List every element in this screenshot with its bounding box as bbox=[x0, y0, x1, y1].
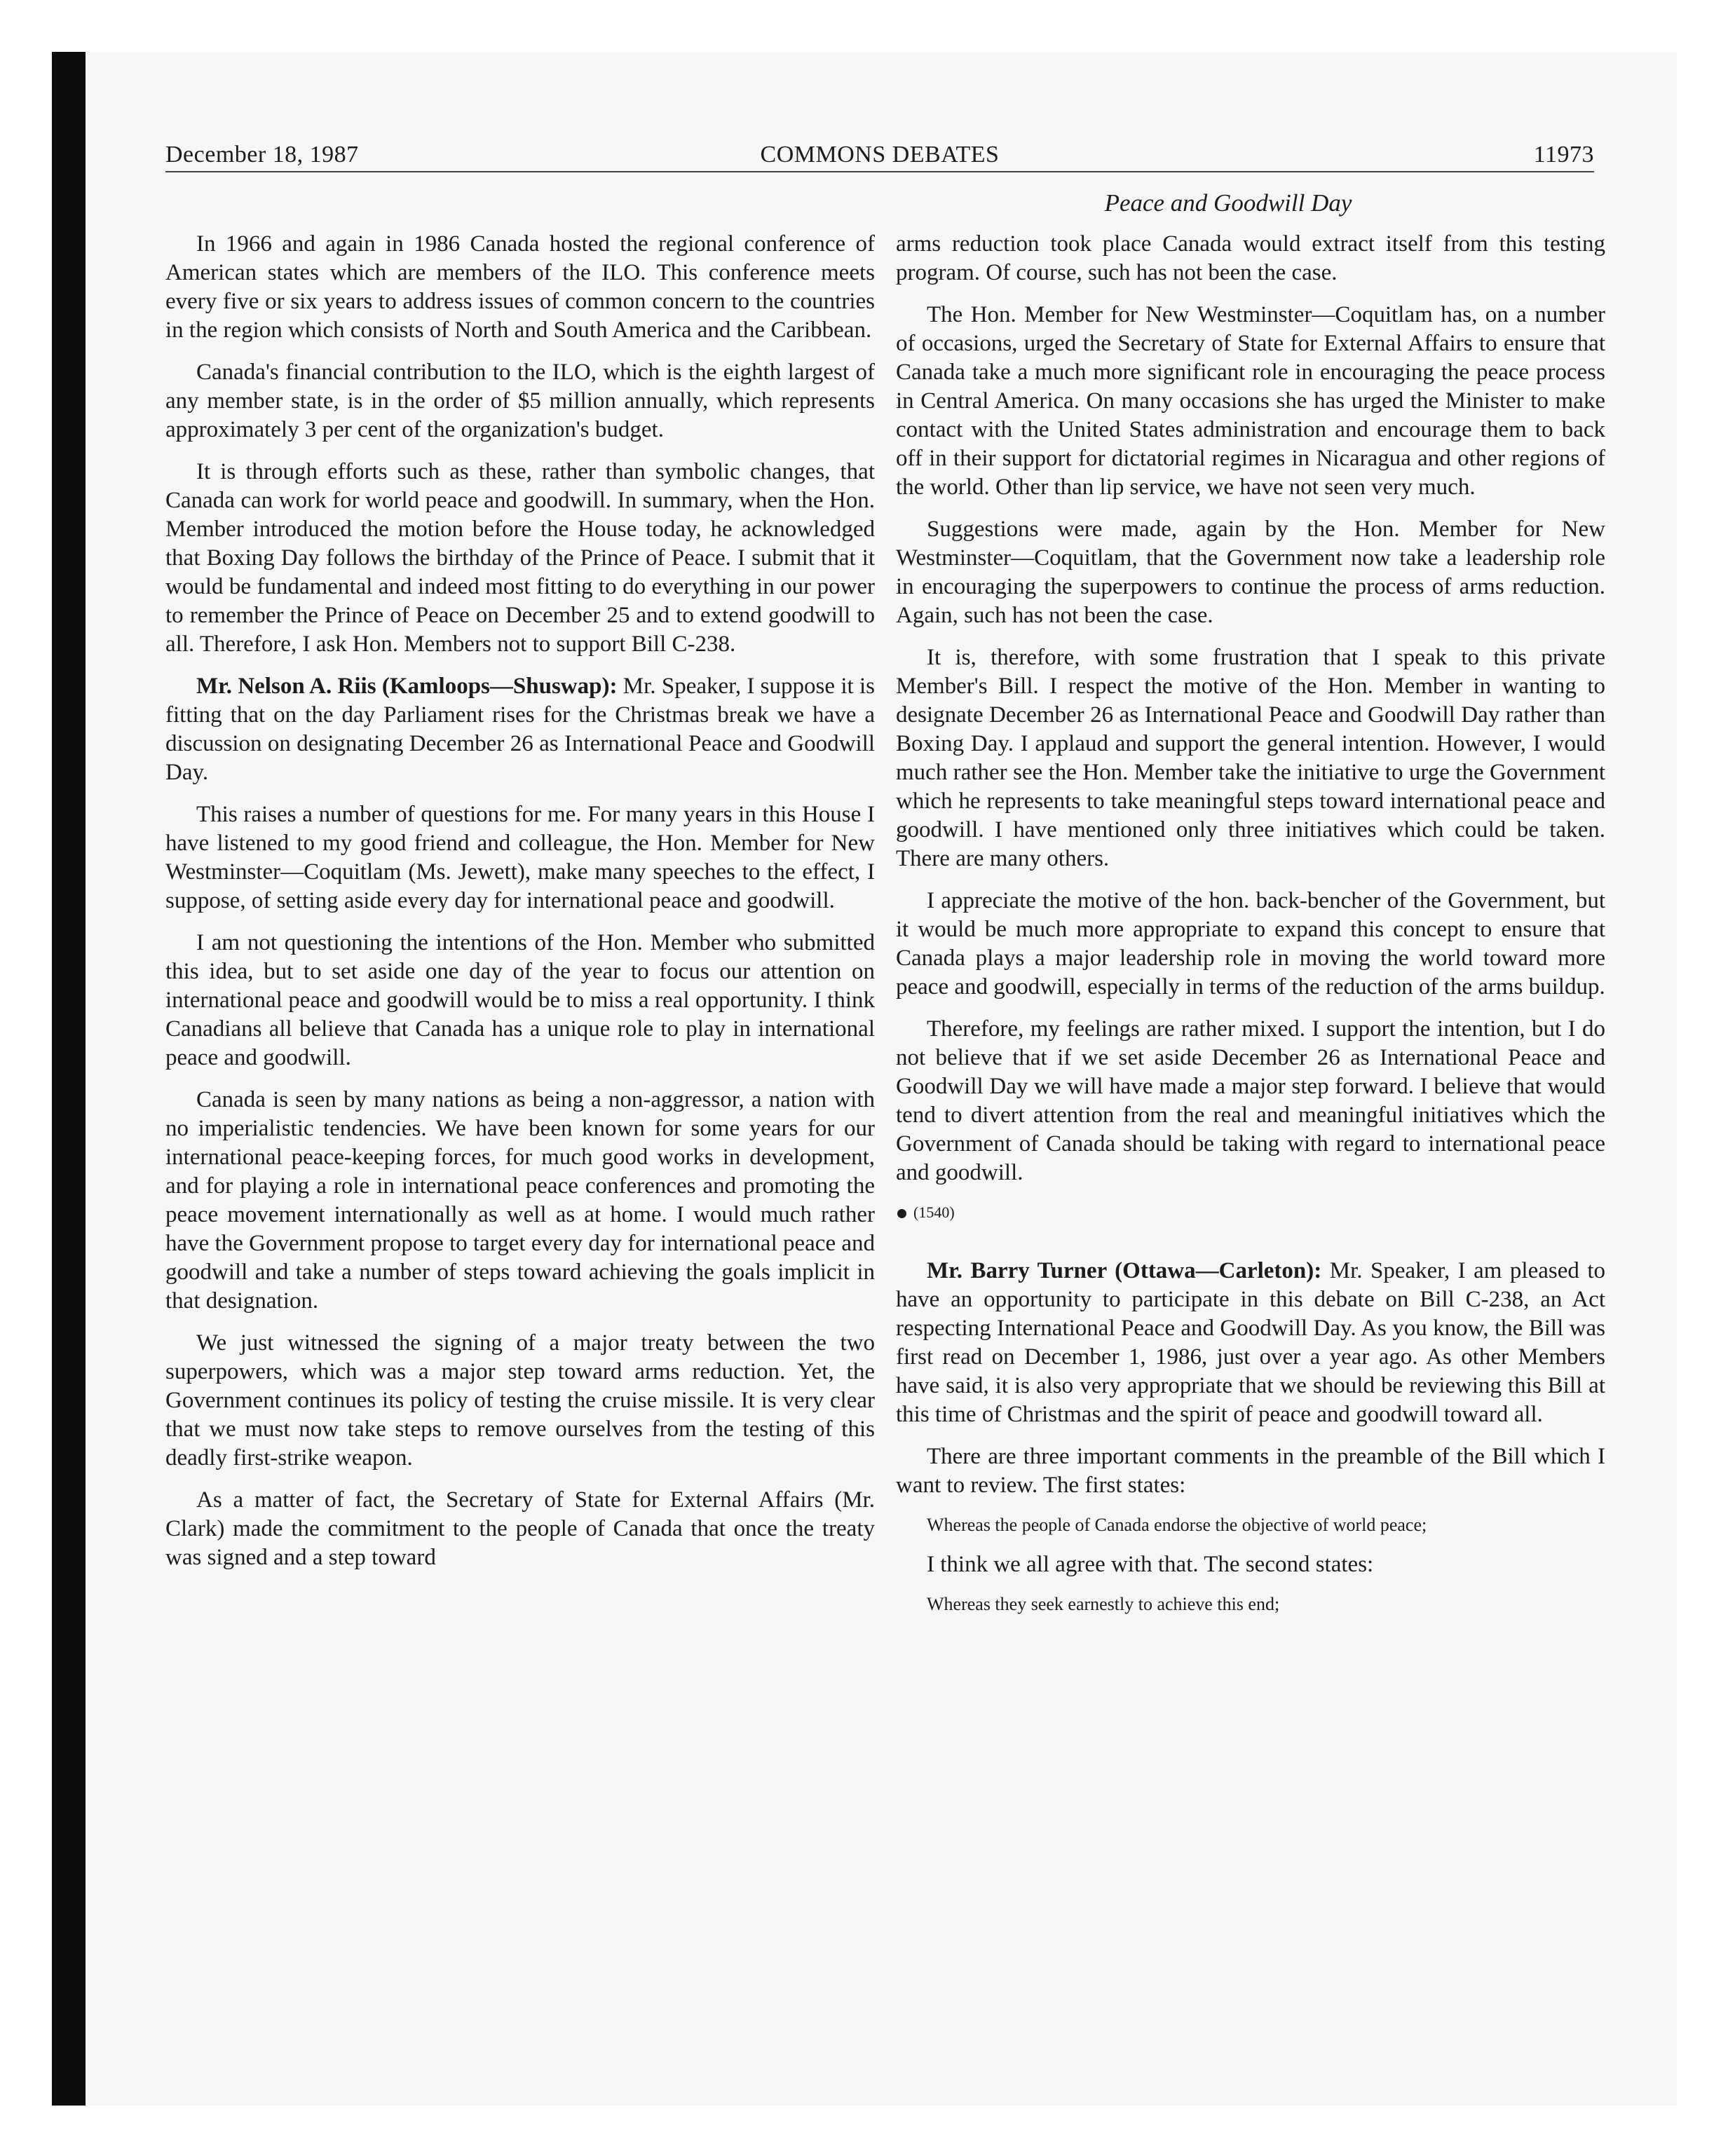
bill-quote: Whereas the people of Canada endorse the objective of world peace; bbox=[927, 1515, 1427, 1535]
right-column bbox=[896, 230, 1605, 1630]
header-page-number: 11973 bbox=[1533, 142, 1594, 168]
bill-quote: Whereas they seek earnestly to achieve this end; bbox=[927, 1594, 1280, 1614]
paragraph: Canada is seen by many nations as being a non-aggressor, a nation with no imperialistic tendencies. We have been known for some years for our international peace-keeping forces, for much good works in development, and for playing a role in international peace conferences and promoting the peace movement internationally as well as at home. I would much rather have the Government propose to target every day for international peace and goodwill and take a number of steps toward achieving the goals implicit in that designation. bbox=[165, 1087, 875, 1314]
scan-edge-bar bbox=[52, 52, 86, 2106]
paragraph: There are three important comments in the preamble of the Bill which I want to review. The first states: bbox=[896, 1444, 1605, 1498]
header-date: December 18, 1987 bbox=[165, 142, 359, 168]
paragraph: This raises a number of questions for me. For many years in this House I have listened to my good friend and colleague, the Hon. Member for New Westminster—Coquitlam (Ms. Jewett), make many speeches to the effect, I suppose, of setting aside every day for international peace and goodwill. bbox=[165, 802, 875, 913]
speaker-paragraph bbox=[896, 1257, 1605, 1429]
header-rule bbox=[165, 171, 1594, 172]
speech-text: Mr. Speaker, I am pleased to have an opportunity to participate in this debate on Bill C-238, an Act respecting International Peace and Goodwill Day. As you know, the Bill was first read on December 1, 1986, just over a year ago. As other Members have said, it is also very appropriate that we should be reviewing this Bill at this time of Christmas and the spirit of peace and goodwill toward all. bbox=[896, 1258, 1606, 1427]
paragraph: We just witnessed the signing of a major treaty between the two superpowers, which was a major step toward arms reduction. Yet, the Government continues its policy of testing the cruise missile. It is very clear that we must now take steps to remove ourselves from the testing of this deadly first-strike weapon. bbox=[165, 1330, 875, 1471]
paragraph: Canada's financial contribution to the ILO, which is the eighth largest of any member state, is in the order of $5 million annually, which represents approximately 3 per cent of the organization's budget. bbox=[165, 360, 875, 442]
paragraph: It is, therefore, with some frustration that I speak to this private Member's Bill. I respect the motive of the Hon. Member in wanting to designate December 26 as International Peace and Goodwill Day rather than Boxing Day. I applaud and support the general intention. However, I would much rather see the Hon. Member take the initiative to urge the Government which he represents to take meaningful steps toward international peace and goodwill. I have mentioned only three initiatives which could be taken. There are many others. bbox=[896, 645, 1605, 871]
speaker-name: Mr. Nelson A. Riis (Kamloops—Shuswap): bbox=[196, 674, 618, 699]
paragraph: I appreciate the motive of the hon. back-bencher of the Government, but it would be much more appropriate to expand this concept to ensure that Canada plays a major leadership role in moving the world toward more peace and goodwill, especially in terms of the reduction of the arms buildup. bbox=[896, 888, 1605, 999]
paragraph: Suggestions were made, again by the Hon. Member for New Westminster—Coquitlam, that the Government now take a leadership role in encouraging the superpowers to continue the process of arms reduction. Again, such has not been the case. bbox=[896, 517, 1605, 628]
timestamp-text: (1540) bbox=[913, 1203, 955, 1221]
paragraph: I think we all agree with that. The second states: bbox=[927, 1552, 1374, 1577]
paragraph: I am not questioning the intentions of the Hon. Member who submitted this idea, but to set aside one day of the year to focus our attention on international peace and goodwill would be to miss a real opportunity. I think Canadians all believe that Canada has a unique role to play in international peace and goodwill. bbox=[165, 930, 875, 1070]
paragraph: Therefore, my feelings are rather mixed. I support the intention, but I do not believe that if we set aside December 26 as International Peace and Goodwill Day we will have made a major step forward. I believe that would tend to divert attention from the real and meaningful initiatives which the Government of Canada should be taking with regard to international peace and goodwill. bbox=[896, 1016, 1605, 1185]
running-title: Peace and Goodwill Day bbox=[1104, 189, 1352, 217]
paragraph-continued: arms reduction took place Canada would extract itself from this testing program. Of course, such has not been the case. bbox=[896, 231, 1605, 285]
paragraph: It is through efforts such as these, rather than symbolic changes, that Canada can work for world peace and goodwill. In summary, when the Hon. Member introduced the motion before the House today, he acknowledged that Boxing Day follows the birthday of the Prince of Peace. I submit that it would be fundamental and indeed most fitting to do everything in our power to remember the Prince of Peace on December 25 and to extend goodwill to all. Therefore, I ask Hon. Members not to support Bill C-238. bbox=[165, 459, 875, 657]
header-publication: COMMONS DEBATES bbox=[760, 142, 1000, 168]
speaker-name: Mr. Barry Turner (Ottawa—Carleton): bbox=[927, 1258, 1322, 1283]
speaker-paragraph bbox=[165, 672, 875, 787]
bullet-icon bbox=[897, 1209, 906, 1218]
speech-text: Mr. Speaker, I suppose it is fitting that on the day Parliament rises for the Christmas break we have a discussion on designating December 26 as International Peace and Goodwill Day. bbox=[165, 674, 875, 785]
left-column bbox=[165, 230, 875, 1585]
timestamp-marker bbox=[896, 1201, 1605, 1224]
paragraph: In 1966 and again in 1986 Canada hosted the regional conference of American states which are members of the ILO. This conference meets every five or six years to address issues of common concern to the countries in the region which consists of North and South America and the Caribbean. bbox=[165, 231, 875, 343]
page-header bbox=[165, 137, 1594, 172]
paragraph: As a matter of fact, the Secretary of State for External Affairs (Mr. Clark) made the commitment to the people of Canada that once the treaty was signed and a step toward bbox=[165, 1487, 875, 1570]
paragraph: The Hon. Member for New Westminster—Coquitlam has, on a number of occasions, urged the Secretary of State for External Affairs to ensure that Canada take a much more significant role in encouraging the peace process in Central America. On many occasions she has urged the Minister to make contact with the United States administration and encourage them to back off in their support for dictatorial regimes in Nicaragua and other regions of the world. Other than lip service, we have not seen very much. bbox=[896, 302, 1605, 500]
